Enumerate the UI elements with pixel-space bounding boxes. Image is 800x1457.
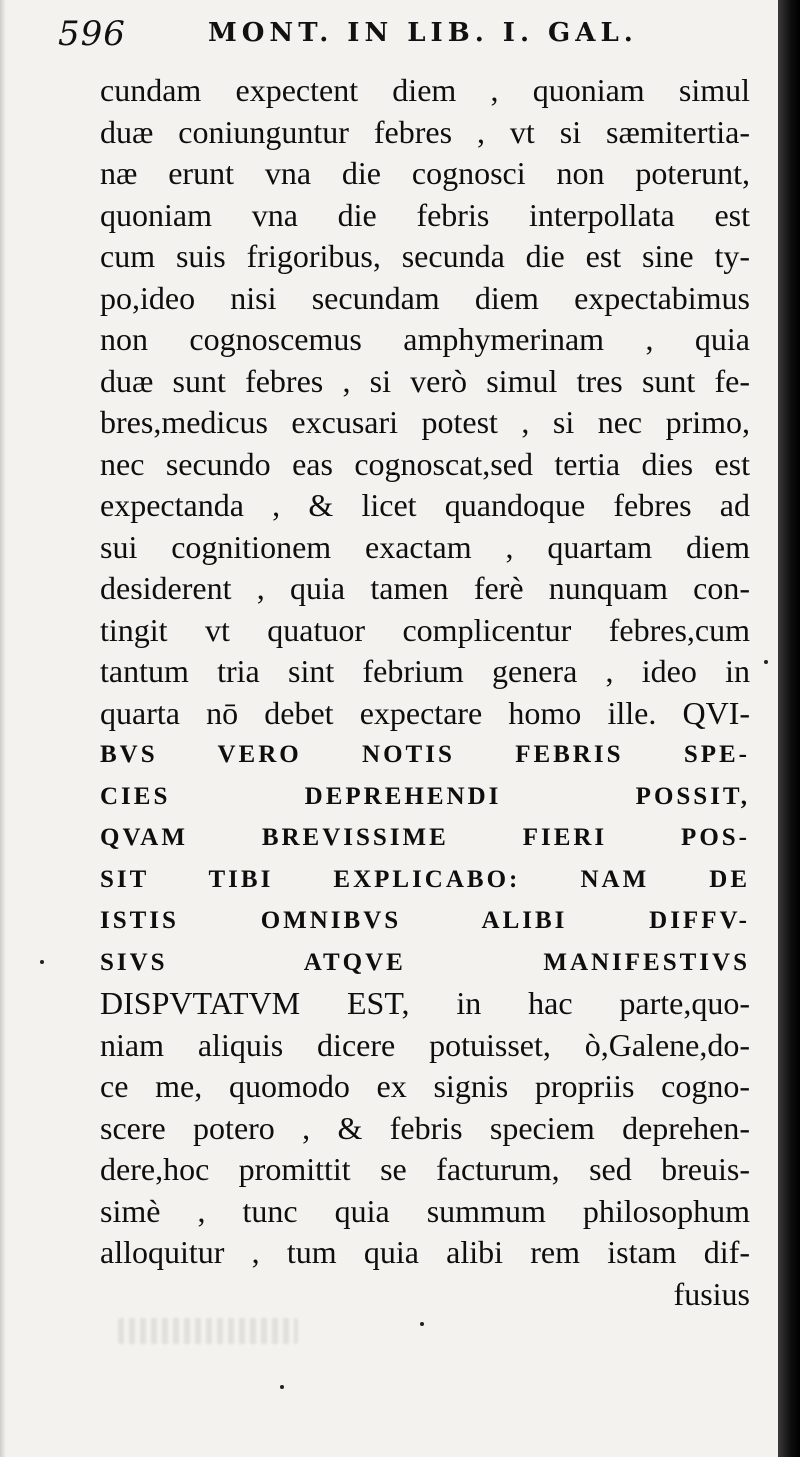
- text-line-capitals: QVAM BREVISSIME FIERI POS-: [100, 824, 750, 851]
- text-line: cum suis frigoribus, secunda die est sine ty-: [100, 238, 750, 274]
- text-line: nec secundo eas cognoscat,sed tertia dies est: [100, 445, 750, 482]
- text-line-capitals: SIT TIBI EXPLICABO: NAM DE: [100, 865, 750, 893]
- text-line: niam aliquis dicere potuisset, ò,Galene,do-: [100, 1026, 750, 1063]
- text-line: desiderent , quia tamen ferè nunquam con-: [100, 570, 750, 606]
- text-line: sui cognitionem exactam , quartam diem: [100, 528, 750, 565]
- text-line: tantum tria sint febrium genera , ideo in: [100, 653, 750, 689]
- catchword: fusius: [673, 1275, 750, 1312]
- page-number: 596: [58, 14, 126, 54]
- text-line: ce me, quomodo ex signis propriis cogno-: [100, 1068, 750, 1104]
- paper-speck: [764, 660, 768, 664]
- text-line: næ erunt vna die cognosci non poterunt,: [100, 155, 750, 191]
- text-line: duæ coniunguntur febres , vt si sæmitertia-: [100, 113, 750, 150]
- paper-speck: [420, 1322, 424, 1326]
- paper-speck: [40, 960, 44, 964]
- text-line-capitals: ISTIS OMNIBVS ALIBI DIFFV-: [100, 907, 750, 934]
- page-left-edge: [0, 0, 6, 1457]
- ink-bleed-through: [118, 1318, 298, 1344]
- text-line: quoniam vna die febris interpollata est: [100, 196, 750, 233]
- text-line: duæ sunt febres , si verò simul tres sunt fe-: [100, 362, 750, 399]
- page-right-shadow: [778, 0, 800, 1457]
- text-line-capitals: SIVS ATQVE MANIFESTIVS: [100, 948, 750, 976]
- text-line: scere potero , & febris speciem deprehen-: [100, 1109, 750, 1146]
- text-line: tingit vt quatuor complicentur febres,cum: [100, 611, 750, 648]
- text-line: cundam expectent diem , quoniam simul: [100, 72, 750, 108]
- text-line: bres,medicus excusari potest , si nec primo,: [100, 404, 750, 440]
- body-text: [100, 70, 750, 1315]
- running-head: MONT. IN LIB. I. GAL.: [208, 18, 638, 48]
- text-line: quarta nō debet expectare homo ille. QVI-: [100, 694, 750, 731]
- text-line-capitals: BVS VERO NOTIS FEBRIS SPE-: [100, 741, 750, 768]
- paper-speck: [280, 1385, 284, 1389]
- text-line: po,ideo nisi secundam diem expectabimus: [100, 279, 750, 316]
- text-line: simè , tunc quia summum philosophum: [100, 1192, 750, 1229]
- text-line-capitals: CIES DEPREHENDI POSSIT,: [100, 782, 750, 810]
- text-line: dere,hoc promittit se facturum, sed breuis-: [100, 1151, 750, 1187]
- text-line: alloquitur , tum quia alibi rem istam dif-: [100, 1234, 750, 1270]
- page-header: [58, 14, 678, 58]
- text-line: DISPVTATVM EST, in hac parte,quo-: [100, 985, 750, 1021]
- text-line: non cognoscemus amphymerinam , quia: [100, 321, 750, 357]
- text-line: expectanda , & licet quandoque febres ad: [100, 487, 750, 523]
